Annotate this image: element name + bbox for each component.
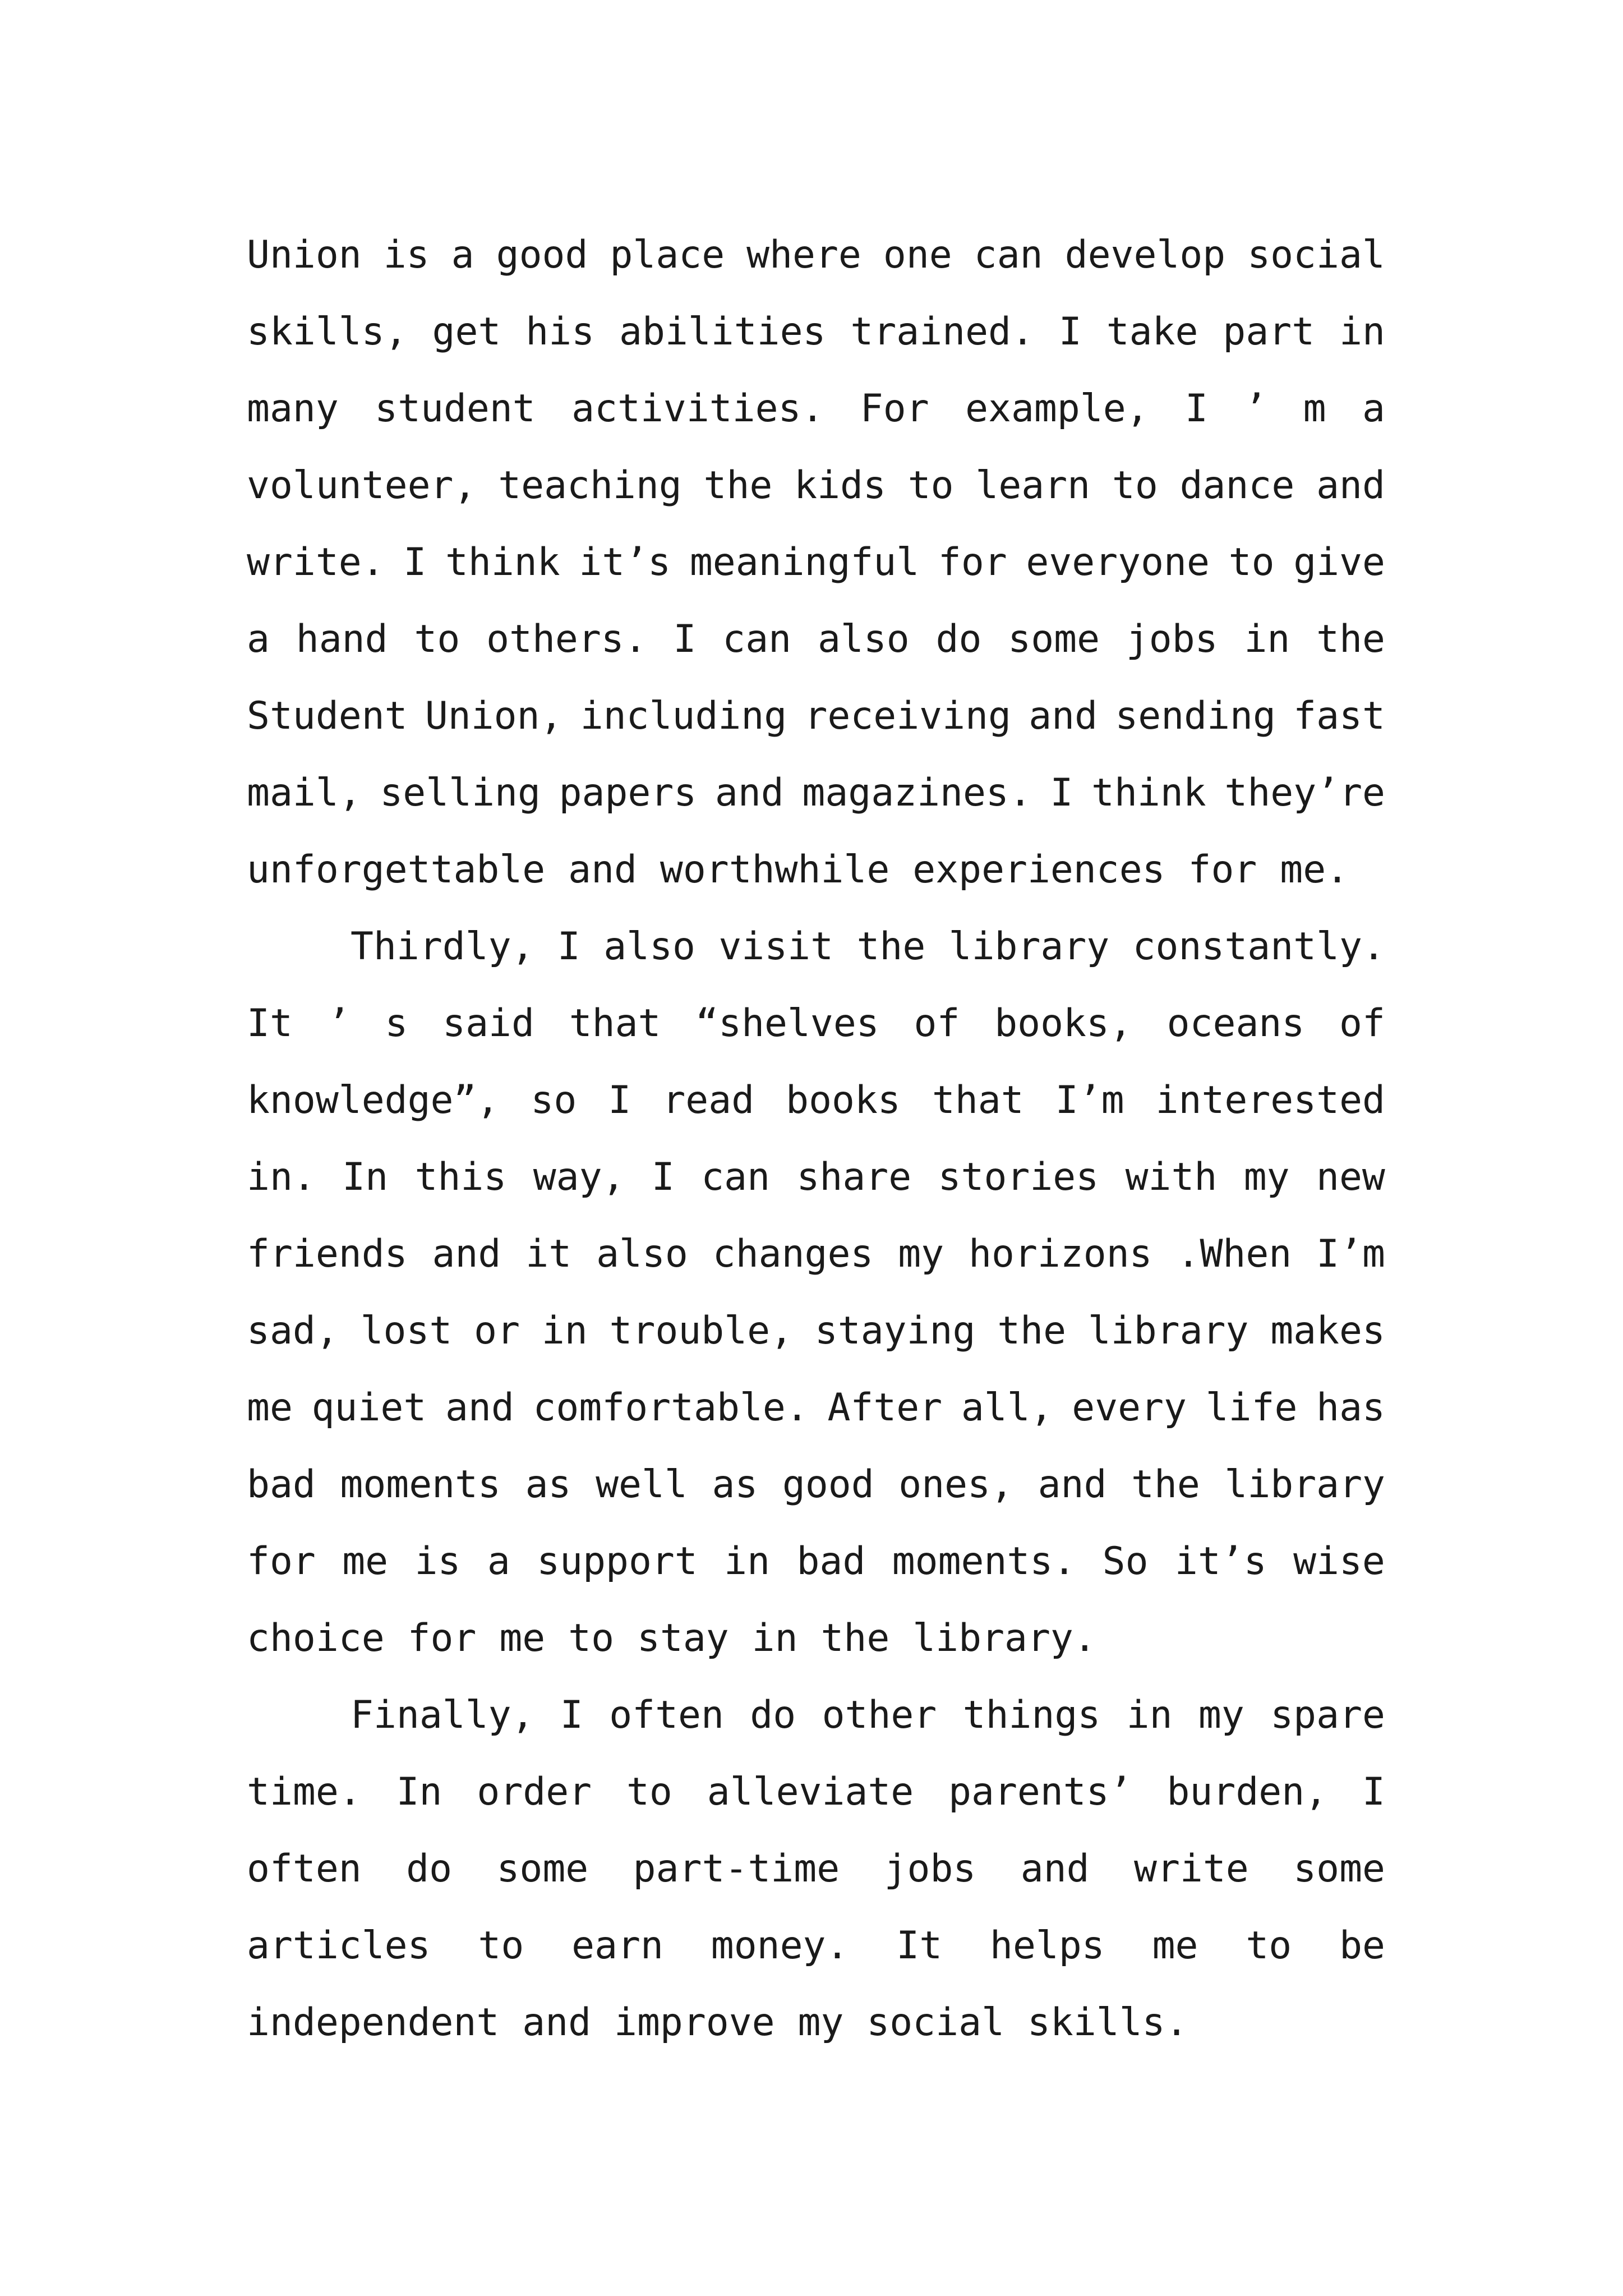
word: for <box>247 1539 316 1584</box>
word: wise <box>1293 1539 1385 1584</box>
word: get <box>432 310 501 354</box>
word: books, <box>994 1001 1132 1046</box>
word: I <box>608 1078 631 1122</box>
word: to <box>1228 540 1275 585</box>
word: magazines. <box>802 771 1032 815</box>
word: earn <box>571 1924 663 1968</box>
word: hand <box>296 617 388 661</box>
word: good <box>496 233 588 277</box>
word: can <box>722 617 792 661</box>
word: moments <box>340 1462 501 1507</box>
word: Union, <box>425 694 563 738</box>
word: it’s <box>579 540 671 585</box>
word: mail, <box>247 771 362 815</box>
word: fast <box>1293 694 1385 738</box>
paragraph-1-line-7 <box>247 678 1385 754</box>
word: often <box>247 1847 362 1891</box>
word: write <box>1134 1847 1249 1891</box>
word: all, <box>961 1386 1053 1430</box>
word: life <box>1205 1386 1298 1430</box>
word: some <box>496 1847 589 1891</box>
word: part <box>1223 310 1315 354</box>
word: the <box>1131 1462 1200 1507</box>
paragraph-2-line-8 <box>247 1446 1385 1523</box>
word: comfortable. <box>533 1386 809 1430</box>
word: and <box>1316 463 1385 508</box>
word: things <box>962 1693 1101 1737</box>
word: my <box>1198 1693 1244 1737</box>
word: a <box>451 233 474 277</box>
word: a <box>1362 386 1385 431</box>
word: and <box>1020 1847 1090 1891</box>
word: do <box>750 1693 796 1737</box>
paragraph-1-line-2 <box>247 293 1385 370</box>
word: of <box>914 1001 960 1046</box>
word: where <box>746 233 861 277</box>
paragraph-3-line-1 <box>247 1677 1385 1754</box>
word: horizons <box>969 1232 1152 1276</box>
paragraph-2-line-6 <box>247 1292 1385 1369</box>
word: is <box>414 1539 461 1584</box>
word: as <box>525 1462 571 1507</box>
word: develop <box>1064 233 1226 277</box>
word: the <box>1316 617 1385 661</box>
word: well <box>596 1462 688 1507</box>
paragraph-2-line-3 <box>247 1062 1385 1139</box>
word: do <box>406 1847 453 1891</box>
word: my <box>1243 1155 1290 1199</box>
word: and <box>445 1386 514 1430</box>
word: Student <box>247 694 408 738</box>
word: helps <box>990 1924 1105 1968</box>
word: Union <box>247 233 362 277</box>
word: social <box>1247 233 1385 277</box>
paragraph-2-line-9 <box>247 1523 1385 1600</box>
word: to <box>626 1770 672 1814</box>
word: to <box>414 617 460 661</box>
word: library <box>1224 1462 1385 1507</box>
word: parents’ <box>948 1770 1132 1814</box>
word: for <box>938 540 1007 585</box>
word: and <box>1029 694 1098 738</box>
word: friends <box>247 1232 408 1276</box>
paragraph-1-line-3 <box>247 370 1385 447</box>
word: new <box>1316 1155 1385 1199</box>
word: be <box>1339 1924 1385 1968</box>
word: do <box>935 617 982 661</box>
word: activities. <box>571 386 824 431</box>
word: constantly. <box>1132 924 1385 969</box>
word: ’ <box>327 1001 351 1046</box>
word: me <box>247 1386 293 1430</box>
word: sad, <box>247 1309 339 1353</box>
word: part-time <box>633 1847 840 1891</box>
word: I <box>651 1155 675 1199</box>
word: In <box>342 1155 389 1199</box>
paragraph-2-line-7 <box>247 1369 1385 1446</box>
word: think <box>1091 771 1206 815</box>
word: It <box>896 1924 943 1968</box>
word: it <box>525 1232 572 1276</box>
word: take <box>1106 310 1198 354</box>
word: think <box>445 540 560 585</box>
word: spare <box>1270 1693 1385 1737</box>
word: It <box>247 1001 293 1046</box>
word: money. <box>711 1924 849 1968</box>
word: Thirdly, <box>351 924 534 969</box>
word: In <box>396 1770 442 1814</box>
word: I <box>560 1693 583 1737</box>
word: the <box>856 924 926 969</box>
word: student <box>375 386 536 431</box>
word: oceans <box>1166 1001 1305 1046</box>
word: books <box>786 1078 901 1122</box>
word: support <box>537 1539 698 1584</box>
word: m <box>1303 386 1326 431</box>
word: I <box>403 540 427 585</box>
word: stories <box>938 1155 1099 1199</box>
word: that <box>569 1001 661 1046</box>
word: jobs <box>1126 617 1218 661</box>
word: order <box>477 1770 592 1814</box>
paragraph-3-line-3 <box>247 1830 1385 1907</box>
word: some <box>1293 1847 1385 1891</box>
word: library <box>1087 1309 1249 1353</box>
word: me <box>342 1539 389 1584</box>
word: often <box>609 1693 724 1737</box>
word: After <box>827 1386 943 1430</box>
word: time. <box>247 1770 362 1814</box>
word: burden, <box>1166 1770 1328 1814</box>
word: so <box>531 1078 577 1122</box>
word: I <box>1184 386 1208 431</box>
word: some <box>1008 617 1100 661</box>
word: lost <box>360 1309 453 1353</box>
word: including <box>580 694 787 738</box>
word: moments. <box>892 1539 1076 1584</box>
word: give <box>1293 540 1385 585</box>
word: So <box>1102 1539 1149 1584</box>
word: I <box>1058 310 1082 354</box>
word: one <box>883 233 952 277</box>
word: others. <box>486 617 647 661</box>
word: jobs <box>884 1847 976 1891</box>
word: ones, <box>898 1462 1013 1507</box>
word: articles <box>247 1924 431 1968</box>
word: I <box>557 924 580 969</box>
word: in. <box>247 1155 316 1199</box>
word: as <box>712 1462 758 1507</box>
word: can <box>974 233 1043 277</box>
paragraph-1-line-5 <box>247 524 1385 601</box>
word: read <box>662 1078 755 1122</box>
word: to <box>1246 1924 1292 1968</box>
word: abilities <box>619 310 826 354</box>
word: this <box>414 1155 507 1199</box>
word: everyone <box>1026 540 1210 585</box>
word: and <box>432 1232 501 1276</box>
word: and <box>714 771 784 815</box>
word: of <box>1339 1001 1385 1046</box>
word: dance <box>1179 463 1295 508</box>
body-text <box>247 217 1385 2061</box>
word: is <box>383 233 430 277</box>
word: it’s <box>1174 1539 1267 1584</box>
word: other <box>822 1693 937 1737</box>
word: that <box>932 1078 1024 1122</box>
word: they’re <box>1224 771 1385 815</box>
word: library <box>948 924 1110 969</box>
word: also <box>817 617 910 661</box>
word: bad <box>247 1462 316 1507</box>
word: a <box>487 1539 510 1584</box>
word: write. <box>247 540 385 585</box>
word: ’ <box>1244 386 1267 431</box>
paragraph-2-line-1 <box>247 908 1385 985</box>
word: share <box>796 1155 912 1199</box>
word: s <box>385 1001 408 1046</box>
word: sending <box>1115 694 1276 738</box>
word: meaningful <box>689 540 920 585</box>
word: can <box>701 1155 771 1199</box>
word: or <box>474 1309 520 1353</box>
word: in <box>1244 617 1290 661</box>
word: bad <box>796 1539 866 1584</box>
word: papers <box>559 771 697 815</box>
paragraph-2-line-4 <box>247 1139 1385 1216</box>
word: learn <box>975 463 1091 508</box>
word: kids <box>794 463 886 508</box>
word: in <box>541 1309 588 1353</box>
word: in <box>1126 1693 1173 1737</box>
word: with <box>1125 1155 1218 1199</box>
word: receiving <box>804 694 1011 738</box>
word: way, <box>533 1155 625 1199</box>
word: .When <box>1177 1232 1292 1276</box>
word: I’m <box>1316 1232 1385 1276</box>
word: his <box>525 310 595 354</box>
word: For <box>860 386 929 431</box>
word: the <box>997 1309 1067 1353</box>
paragraph-2-line-10: choice for me to stay in the library. <box>247 1616 1096 1660</box>
word: “shelves <box>695 1001 879 1046</box>
paragraph-3-line-4 <box>247 1907 1385 1984</box>
paragraph-2-line-5 <box>247 1216 1385 1292</box>
word: also <box>596 1232 688 1276</box>
word: good <box>782 1462 874 1507</box>
word: trained. <box>850 310 1034 354</box>
word: a <box>247 617 270 661</box>
word: has <box>1316 1386 1385 1430</box>
word: teaching <box>498 463 682 508</box>
word: my <box>898 1232 944 1276</box>
word: volunteer, <box>247 463 477 508</box>
word: in <box>1339 310 1385 354</box>
word: selling <box>380 771 541 815</box>
paragraph-1-line-8 <box>247 754 1385 831</box>
word: and <box>1038 1462 1107 1507</box>
word: many <box>247 386 339 431</box>
word: to <box>907 463 954 508</box>
word: visit <box>718 924 834 969</box>
word: said <box>442 1001 534 1046</box>
word: I <box>673 617 697 661</box>
word: I <box>1050 771 1073 815</box>
paragraph-1-line-9: unforgettable and worthwhile experiences for me. <box>247 848 1349 892</box>
word: staying <box>814 1309 976 1353</box>
word: place <box>610 233 725 277</box>
word: I’m <box>1055 1078 1124 1122</box>
word: changes <box>712 1232 874 1276</box>
word: every <box>1072 1386 1187 1430</box>
paragraph-2-line-2 <box>247 985 1385 1062</box>
word: makes <box>1270 1309 1385 1353</box>
word: me <box>1152 1924 1198 1968</box>
paragraph-1-line-4 <box>247 447 1385 524</box>
word: to <box>478 1924 524 1968</box>
word: Finally, <box>351 1693 534 1737</box>
word: skills, <box>247 310 408 354</box>
paragraph-3-line-5: independent and improve my social skills. <box>247 2000 1188 2045</box>
word: also <box>603 924 695 969</box>
word: in <box>724 1539 771 1584</box>
word: alleviate <box>707 1770 914 1814</box>
paragraph-1-line-6 <box>247 601 1385 678</box>
word: to <box>1112 463 1158 508</box>
word: interested <box>1155 1078 1385 1122</box>
paragraph-3-line-2 <box>247 1754 1385 1830</box>
word: the <box>703 463 773 508</box>
paragraph-1-line-1 <box>247 217 1385 293</box>
word: I <box>1362 1770 1385 1814</box>
word: trouble, <box>609 1309 794 1353</box>
word: example, <box>965 386 1149 431</box>
word: quiet <box>311 1386 427 1430</box>
word: knowledge”, <box>247 1078 500 1122</box>
